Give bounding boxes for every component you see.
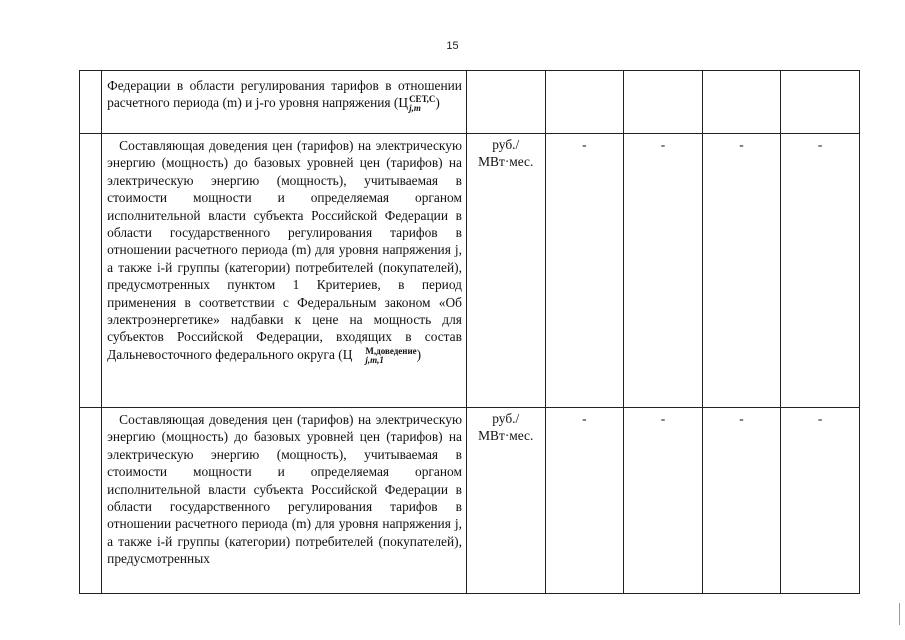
description-cell bbox=[102, 71, 467, 134]
value-cell: - bbox=[781, 134, 860, 408]
tariff-table bbox=[79, 70, 860, 594]
value-cell bbox=[624, 71, 703, 134]
row-number-cell bbox=[80, 408, 102, 594]
row-description: Федерации в области регулирования тарифов в отношении расчетного периода (m) и j-го уровня напряжения (Ц СЕТ,С j,m ) bbox=[107, 78, 462, 114]
value-cell: - bbox=[702, 134, 781, 408]
unit-cell: руб./ МВт·мес. bbox=[466, 134, 545, 408]
formula-tariff-set-c: Ц СЕТ,С j,m bbox=[398, 94, 436, 114]
scan-margin-mark bbox=[899, 603, 900, 625]
row-description: Составляющая доведения цен (тарифов) на электрическую энергию (мощность) до базовых уровней цен (тарифов) на электрическую энергию (мощность), учитываемая в стоимости мощности и определяемая органом исполнительной власти субъекта Российской Федерации в области государственного регулирования тарифов в отношении расчетного периода (m) для уровня напряжения j, а также i-й группы (категории) потребителей (покупателей), предусмотренных пунктом 1 Критериев, в период применения в соответствии с Федеральным законом «Об электроэнергетике» надбавки к цене на мощность для субъектов Российской Федерации, входящих в состав Дальневосточного федерального округа (Ц М,доведение j,m,1 ) bbox=[107, 138, 462, 365]
value-cell: - bbox=[781, 408, 860, 594]
value-cell: - bbox=[624, 134, 703, 408]
row-description: Составляющая доведения цен (тарифов) на электрическую энергию (мощность) до базовых уровней цен (тарифов) на электрическую энергию (мощность), учитываемая в стоимости мощности и определяемая органом исполнительной власти субъекта Российской Федерации в области государственного регулирования тарифов в отношении расчетного периода (m) для уровня напряжения j, а также i-й группы (категории) потребителей (покупателей), предусмотренных bbox=[107, 412, 462, 567]
value-cell bbox=[781, 71, 860, 134]
description-cell bbox=[102, 408, 467, 594]
value-cell bbox=[702, 71, 781, 134]
formula-tariff-m-dovedenie: Ц М,доведение j,m,1 bbox=[342, 345, 417, 365]
value-cell: - bbox=[702, 408, 781, 594]
value-cell bbox=[545, 71, 624, 134]
value-cell: - bbox=[624, 408, 703, 594]
row-number-cell bbox=[80, 134, 102, 408]
table-row bbox=[80, 408, 860, 594]
table-row bbox=[80, 134, 860, 408]
description-cell bbox=[102, 134, 467, 408]
page-number: 15 bbox=[446, 40, 459, 52]
unit-cell bbox=[466, 71, 545, 134]
unit-cell: руб./ МВт·мес. bbox=[466, 408, 545, 594]
row-number-cell bbox=[80, 71, 102, 134]
value-cell: - bbox=[545, 134, 624, 408]
value-cell: - bbox=[545, 408, 624, 594]
table-row bbox=[80, 71, 860, 134]
